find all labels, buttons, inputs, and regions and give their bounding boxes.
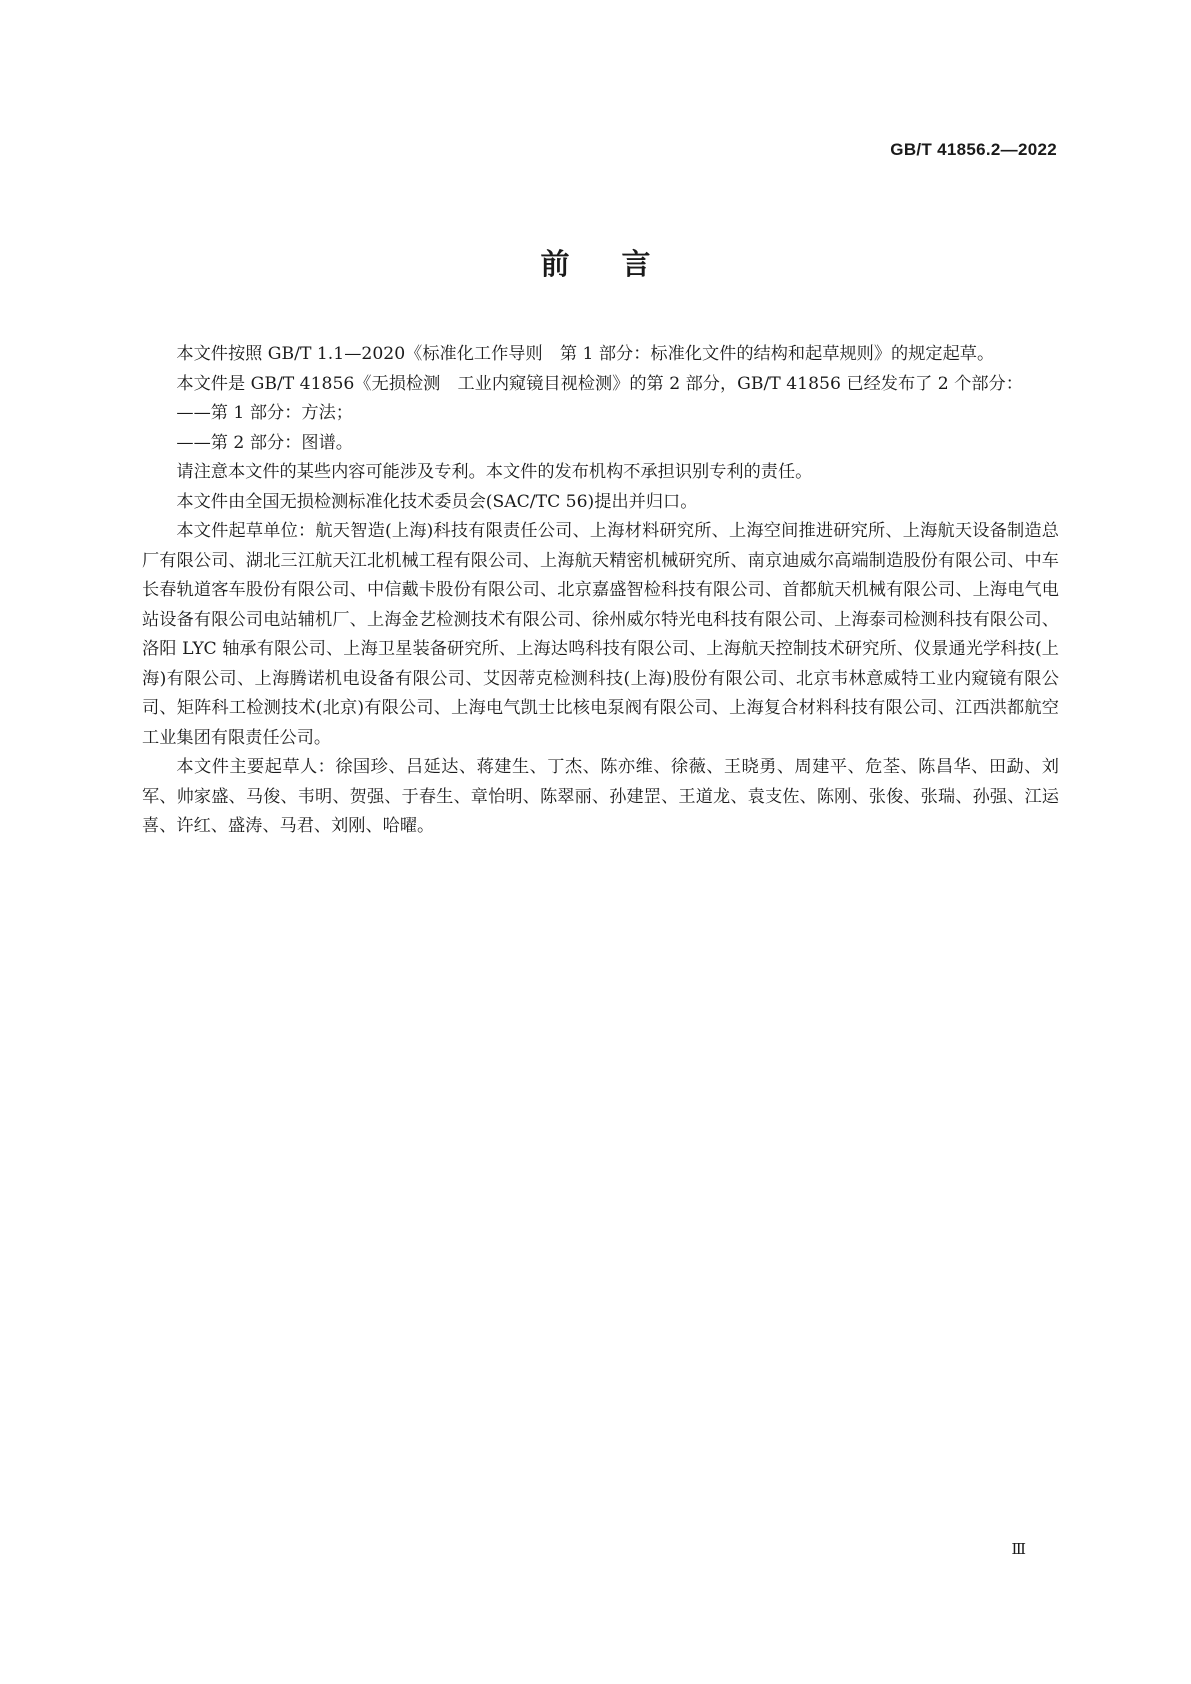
title-char-1: 前 xyxy=(540,247,570,281)
paragraph-drafting-units: 本文件起草单位：航天智造(上海)科技有限责任公司、上海材料研究所、上海空间推进研究所、上海航天设备制造总厂有限公司、湖北三江航天江北机械工程有限公司、上海航天精密机械研究所、南京迪威尔高端制造股份有限公司、中车长春轨道客车股份有限公司、中信戴卡股份有限公司、北京嘉盛智检科技有限公司、首都航天机械有限公司、上海电气电站设备有限公司电站辅机厂、上海金艺检测技术有限公司、徐州威尔特光电科技有限公司、上海泰司检测科技有限公司、洛阳 LYC 轴承有限公司、上海卫星装备研究所、上海达鸣科技有限公司、上海航天控制技术研究所、仪景通光学科技(上海)有限公司、上海腾诺机电设备有限公司、艾因蒂克检测科技(上海)股份有限公司、北京韦林意威特工业内窥镜有限公司、矩阵科工检测技术(北京)有限公司、上海电气凯士比核电泵阀有限公司、上海复合材料科技有限公司、江西洪都航空工业集团有限责任公司。 xyxy=(142,521,1059,748)
paragraph-parts-intro: 本文件是 GB/T 41856《无损检测 工业内窥镜目视检测》的第 2 部分，GB/T 41856 已经发布了 2 个部分： xyxy=(176,373,1023,394)
paragraph-drafting-rules: 本文件按照 GB/T 1.1—2020《标准化工作导则 第 1 部分：标准化文件的结构和起草规则》的规定起草。 xyxy=(176,344,995,364)
page-title xyxy=(0,242,1191,283)
page-number: Ⅲ xyxy=(1011,1540,1025,1558)
title-char-2: 言 xyxy=(621,247,651,281)
paragraph-patent-notice: 请注意本文件的某些内容可能涉及专利。本文件的发布机构不承担识别专利的责任。 xyxy=(176,462,813,482)
list-item-part-2: ——第 2 部分：图谱。 xyxy=(176,432,353,453)
list-item-part-1: ——第 1 部分：方法； xyxy=(176,403,353,423)
paragraph-drafters: 本文件主要起草人：徐国珍、吕延达、蒋建生、丁杰、陈亦维、徐薇、王晓勇、周建平、危荃、陈昌华、田勐、刘军、帅家盛、马俊、韦明、贺强、于春生、章怡明、陈翠丽、孙建罡、王道龙、袁支佐、陈刚、张俊、张瑞、孙强、江运喜、许红、盛涛、马君、刘刚、哈曜。 xyxy=(142,757,1059,836)
foreword-body xyxy=(142,340,1059,842)
standard-number: GB/T 41856.2—2022 xyxy=(890,140,1057,159)
paragraph-proposer: 本文件由全国无损检测标准化技术委员会(SAC/TC 56)提出并归口。 xyxy=(176,491,698,512)
